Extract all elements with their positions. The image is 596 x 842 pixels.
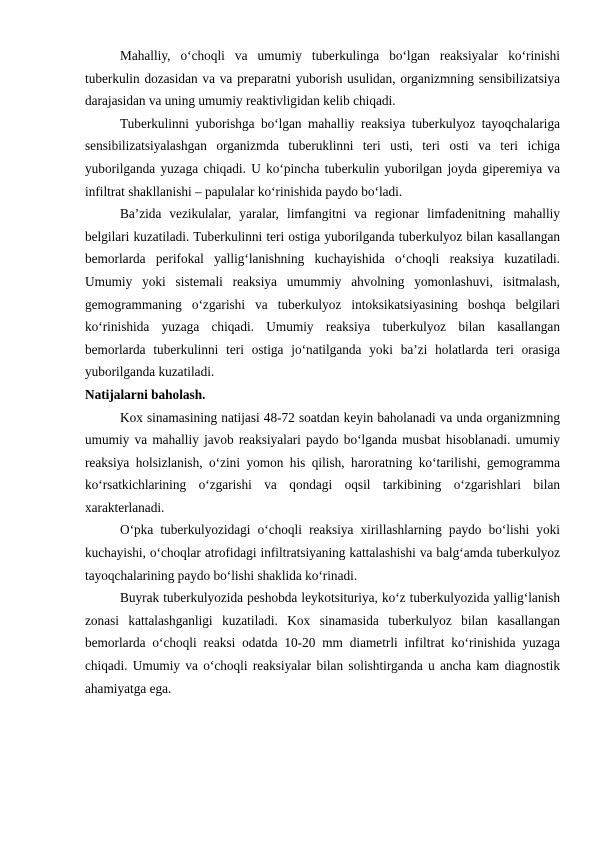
paragraph-reactions-overview: Mahalliy, o‘choqli va umumiy tuberkulinga bo‘lgan reaksiyalar ko‘rinishi tuberkulin dozasidan va va preparatni yuborish usulidan, organizmning sensibilizatsiya darajasidan va uning umumiy reaktivligidan kelib chiqadi. bbox=[85, 48, 560, 109]
paragraph-koch-test-evaluation: Kox sinamasining natijasi 48-72 soatdan keyin baholanadi va unda organizmning umumiy va mahalliy javob reaksiyalari paydo bo‘lganda musbat hisoblanadi. umumiy reaksiya holsizlanish, o‘zini yomon his qilish, haroratning ko‘tarilishi, gemogramma ko‘rsatkichlarining o‘zgarishi va qondagi oqsil tarkibining o‘zgarishlari bilan xarakterlanadi. bbox=[85, 409, 560, 515]
paragraph-kidney-eye-reaction: Buyrak tuberkulyozida peshobda leykotsituriya, ko‘z tuberkulyozida yallig‘lanish zonasi kattalashganligi kuzatiladi. Kox sinamasida tuberkulyoz bilan kasallangan bemorlarda o‘choqli reaksi odatda 10-20 mm diametrli infiltrat ko‘rinishida yuzaga chiqadi. Umumiy va o‘choqli reaksiyalar bilan solishtirganda u ancha kam diagnostik ahamiyatga ega. bbox=[85, 590, 560, 696]
document-page bbox=[85, 45, 560, 700]
paragraph-lung-focal-reaction: O‘pka tuberkulyozidagi o‘choqli reaksiya xirillashlarning paydo bo‘lishi yoki kuchayishi, o‘choqlar atrofidagi infiltratsiyaning kattalashishi va balg‘amda tuberkulyoz tayoqchalarining paydo bo‘lishi shaklida ko‘rinadi. bbox=[85, 522, 560, 583]
paragraph-focal-general-reaction: Ba’zida vezikulalar, yaralar, limfangitni va regionar limfadenitning mahalliy belgilari kuzatiladi. Tuberkulinni teri ostiga yuborilganda tuberkulyoz bilan kasallangan bemorlarda perifokal yallig‘lanishning kuchayishida o‘choqli reaksiya kuzatiladi. Umumiy yoki sistemali reaksiya umummiy ahvolning yomonlashuvi, isitmalash, gemogrammaning o‘zgarishi va tuberkulyoz intoksikatsiyasining boshqa belgilari ko‘rinishida yuzaga chiqadi. Umumiy reaksiya tuberkulyoz bilan kasallangan bemorlarda tuberkulinni teri ostiga jo‘natilganda yoki ba’zi holatlarda teri orasiga yuborilganda kuzatiladi. bbox=[85, 206, 560, 380]
section-heading: Natijalarni baholash. bbox=[85, 386, 206, 402]
paragraph-local-reaction: Tuberkulinni yuborishga bo‘lgan mahalliy reaksiya tuberkulyoz tayoqchalariga sensibilizatsiyalashgan organizmda tuberuklinni teri usti, teri osti va teri ichiga yuborilganda yuzaga chiqadi. U ko‘pincha tuberkulin yuborilgan joyda giperemiya va infiltrat shakllanishi – papulalar ko‘rinishida paydo bo‘ladi. bbox=[85, 115, 560, 199]
